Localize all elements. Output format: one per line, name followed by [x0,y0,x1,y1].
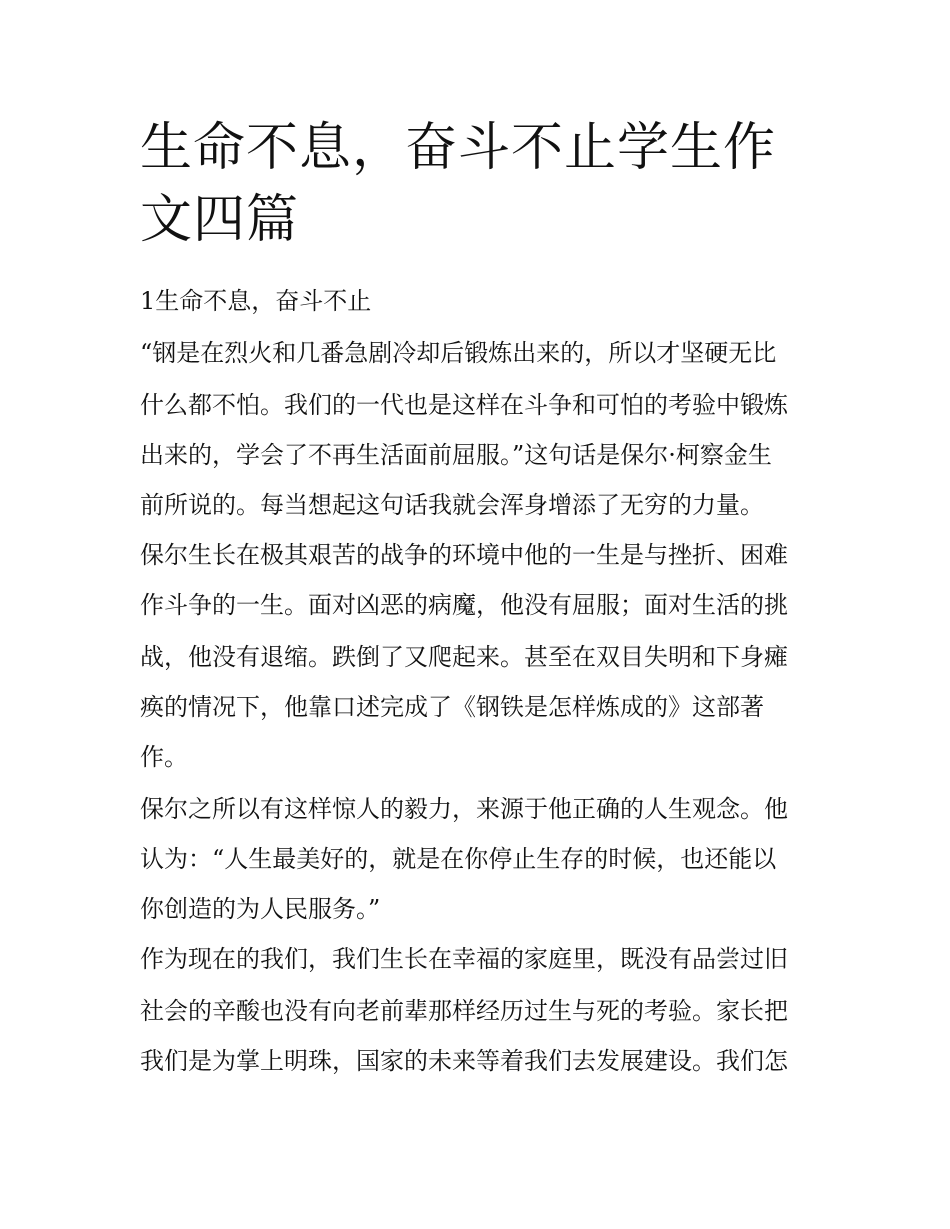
text-line: 保尔之所以有这样惊人的毅力，来源于他正确的人生观念。他 [140,795,788,823]
text-line: 战，他没有退缩。跌倒了又爬起来。甚至在双目失明和下身瘫 [140,643,788,671]
text-line: 作。 [140,743,188,771]
text-line: 什么都不怕。我们的一代也是这样在斗争和可怕的考验中锻炼 [140,391,788,419]
text-line: 社会的辛酸也没有向老前辈那样经历过生与死的考验。家长把 [140,997,788,1025]
text-line: 痪的情况下，他靠口述完成了《钢铁是怎样炼成的》这部著 [140,693,764,721]
section-heading: 1生命不息，奋斗不止 [140,287,372,315]
text-line: 认为：“人生最美好的，就是在你停止生存的时候，也还能以 [140,845,777,873]
text-line: 你创造的为人民服务。” [140,895,381,923]
text-line: 前所说的。每当想起这句话我就会浑身增添了无穷的力量。 [140,491,764,519]
text-line: “钢是在烈火和几番急剧冷却后锻炼出来的，所以才坚硬无比 [140,339,777,367]
text-line: 保尔生长在极其艰苦的战争的环境中他的一生是与挫折、困难 [140,541,788,569]
text-line: 作为现在的我们，我们生长在幸福的家庭里，既没有品尝过旧 [140,945,788,973]
text-line: 作斗争的一生。面对凶恶的病魔，他没有屈服；面对生活的挑 [140,591,788,619]
document-title: 生命不息，奋斗不止学生作文四篇 [140,118,777,250]
text-line: 出来的，学会了不再生活面前屈服。”这句话是保尔·柯察金生 [140,441,772,469]
text-line: 我们是为掌上明珠，国家的未来等着我们去发展建设。我们怎 [140,1047,788,1075]
